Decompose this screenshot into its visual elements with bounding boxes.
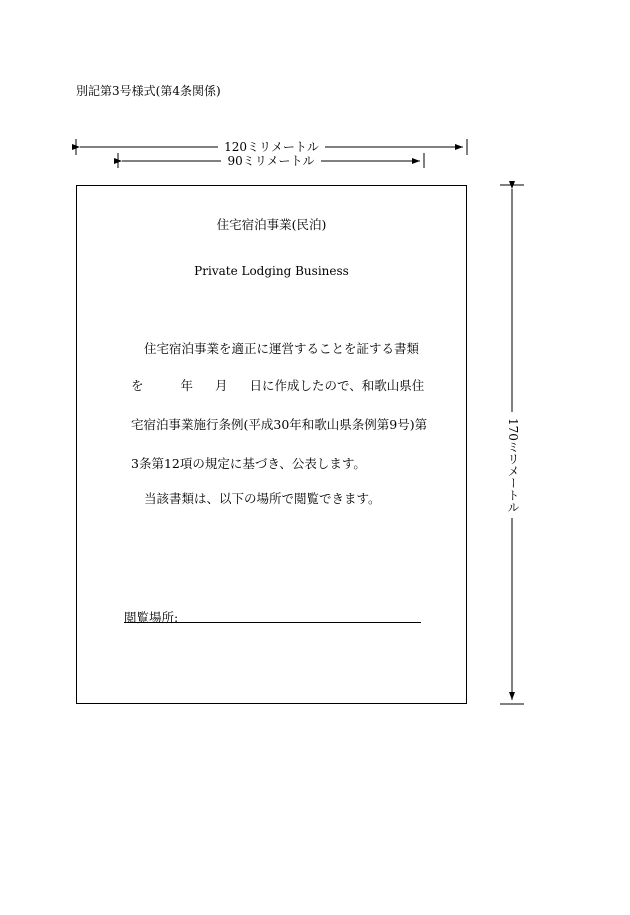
paragraph-line-2 — [131, 378, 424, 393]
form-label: 別記第3号様式(第4条関係) — [76, 84, 221, 98]
paragraph-line-1: 住宅宿泊事業を適正に運営することを証する書類 — [144, 341, 420, 356]
month-label: 月 — [215, 378, 228, 393]
viewing-place-label: 閲覧場所: — [124, 610, 179, 625]
line2-suffix: 日に作成したので、和歌山県住 — [249, 378, 425, 393]
paragraph-line-3: 宅宿泊事業施行条例(平成30年和歌山県条例第9号)第 — [131, 417, 428, 432]
viewing-place-underline — [124, 622, 421, 623]
outer-width-label: 120ミリメートル — [218, 140, 325, 154]
sign-frame — [76, 185, 467, 704]
height-label: 170ミリメートル — [505, 412, 522, 519]
inner-width-label: 90ミリメートル — [221, 154, 320, 168]
year-label: 年 — [180, 378, 194, 393]
line2-prefix: を — [131, 378, 144, 393]
sign-title-japanese: 住宅宿泊事業(民泊) — [216, 217, 327, 232]
paragraph-line-5: 当該書類は、以下の場所で閲覧できます。 — [144, 491, 381, 506]
paragraph-line-4: 3条第12項の規定に基づき、公表します。 — [131, 456, 366, 471]
sign-title-english: Private Lodging Business — [194, 264, 349, 278]
